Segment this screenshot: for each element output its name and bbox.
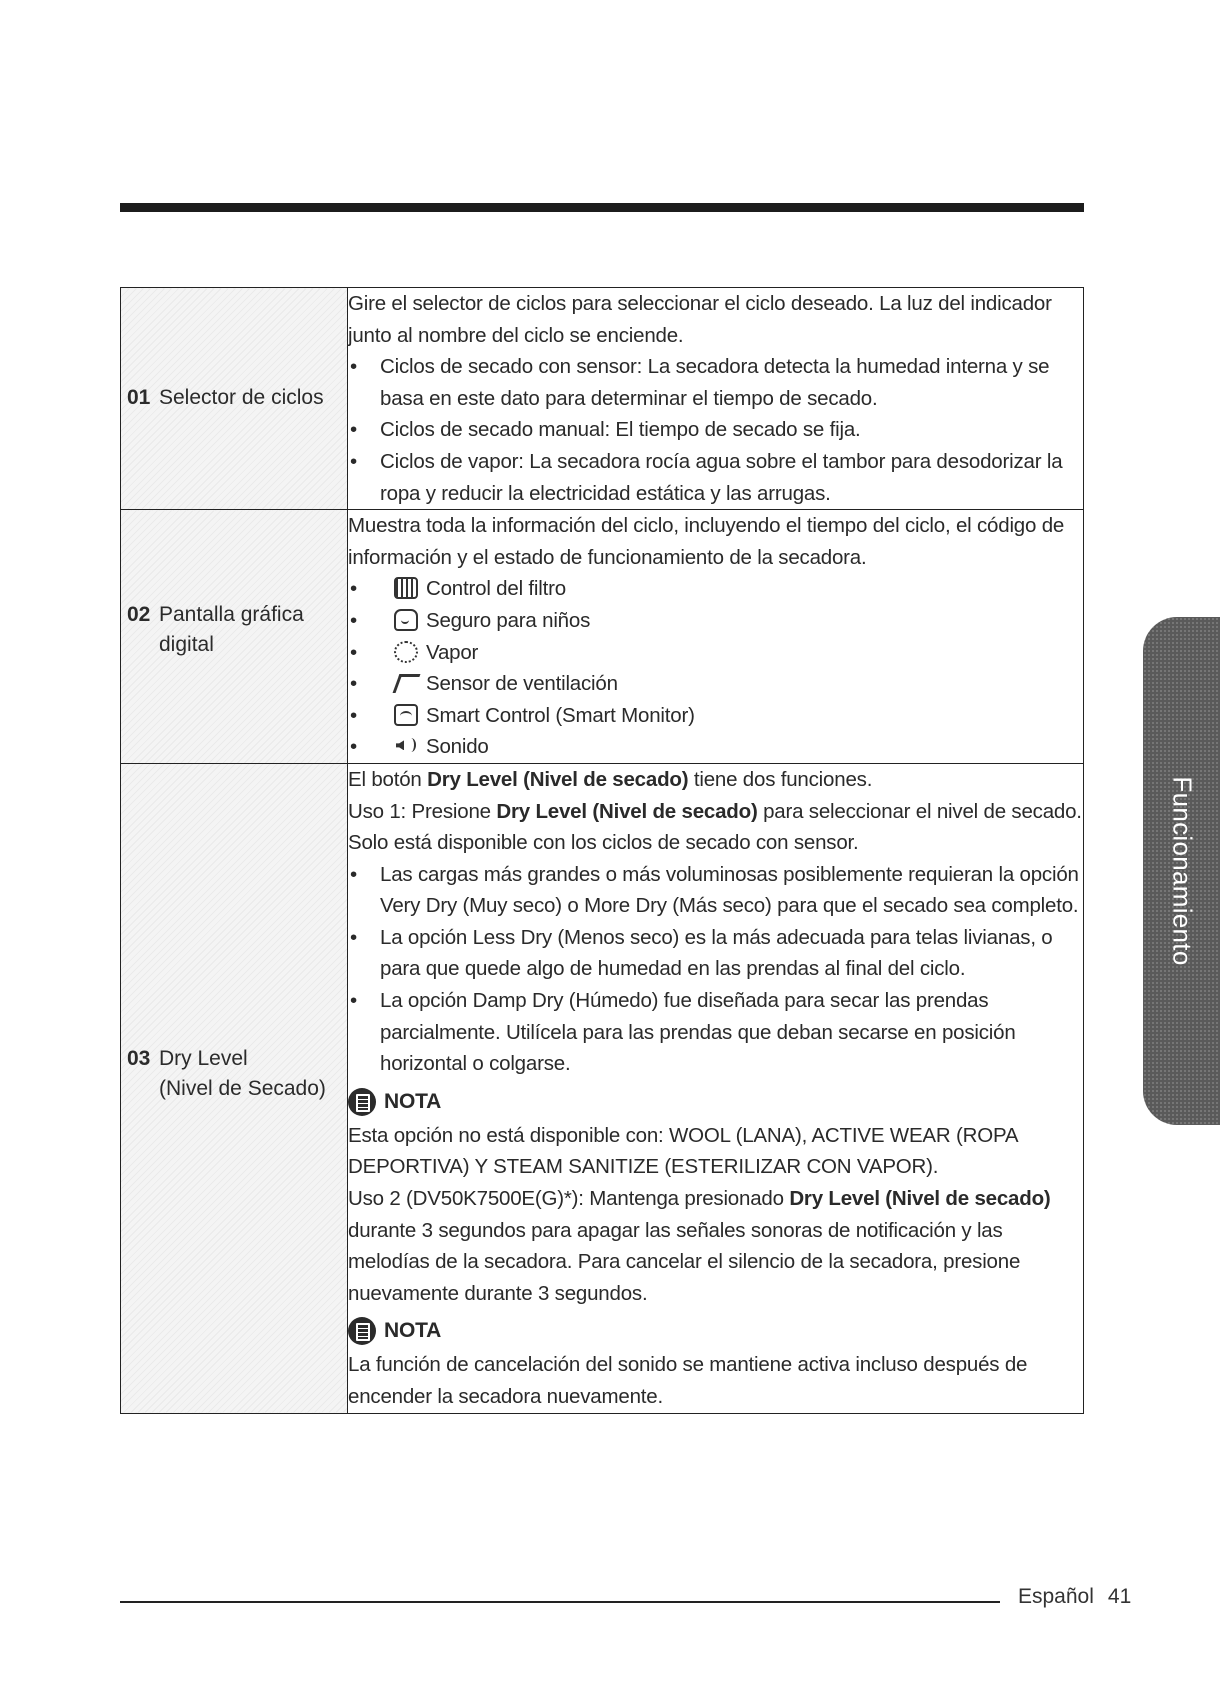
- text-run: Uso 1: Presione: [348, 799, 497, 823]
- filter-icon: [394, 577, 418, 599]
- list-item: • Ciclos de vapor: La secadora rocía agua sobre el tambor para desodorizar la ropa y reducir la electricidad estática y las arrugas.: [348, 446, 1083, 509]
- row-description: [348, 510, 1084, 764]
- item-text: Vapor: [426, 640, 479, 664]
- list-item: [348, 700, 1083, 732]
- vent-sensor-icon: [394, 672, 418, 694]
- note-icon: [348, 1317, 376, 1345]
- item-text: Control del filtro: [426, 577, 566, 601]
- text-run: durante 3 segundos para apagar las señales sonoras de notificación y las melodías de la secadora. Para cancelar el silencio de la secadora, presione nuevamente durante 3 segundos.: [348, 1218, 1021, 1305]
- list-item: [348, 573, 1083, 605]
- row-label: [121, 1044, 347, 1104]
- text-run: para seleccionar el nivel de secado. Solo está disponible con los ciclos de secado con sensor.: [348, 799, 1082, 855]
- section-tab-label: Funcionamiento: [1167, 776, 1197, 966]
- note-title: NOTA: [384, 1089, 442, 1113]
- bullet-list: [348, 859, 1083, 1080]
- bullet-list: [348, 573, 1083, 763]
- table-row: [121, 288, 1084, 510]
- row-label: [121, 383, 347, 413]
- bullet-list: [348, 351, 1083, 509]
- list-item: • La opción Less Dry (Menos seco) es la más adecuada para telas livianas, o para que quede algo de humedad en las prendas al final del ciclo.: [348, 922, 1083, 985]
- row-number: 02: [127, 603, 151, 627]
- text-run: El botón: [348, 767, 428, 791]
- list-item: • La opción Damp Dry (Húmedo) fue diseñada para secar las prendas parcialmente. Utilícela para las prendas que deban secarse en posición horizontal o colgarse.: [348, 985, 1083, 1080]
- paragraph: Muestra toda la información del ciclo, incluyendo el tiempo del ciclo, el código de información y el estado de funcionamiento de la secadora.: [348, 514, 1065, 569]
- note-text: La función de cancelación del sonido se mantiene activa incluso después de encender la secadora nuevamente.: [348, 1353, 1028, 1408]
- row-label-cell: [121, 510, 348, 764]
- item-text: Sensor de ventilación: [426, 672, 618, 696]
- item-text: Seguro para niños: [426, 608, 591, 632]
- paragraph: [348, 764, 1083, 796]
- row-description: [348, 763, 1084, 1413]
- button-name: Dry Level (Nivel de secado): [496, 799, 758, 823]
- smart-control-icon: [394, 704, 418, 726]
- row-title: Pantalla gráfica digital: [159, 603, 304, 657]
- note-icon: [348, 1088, 376, 1116]
- row-label: [121, 600, 347, 660]
- list-item: • Ciclos de secado con sensor: La secadora detecta la humedad interna y se basa en este dato para determinar el tiempo de secado.: [348, 351, 1083, 414]
- row-number: 01: [127, 386, 151, 409]
- note-text: Esta opción no está disponible con: WOOL (LANA), ACTIVE WEAR (ROPA DEPORTIVA) Y STEAM SANITIZE (ESTERILIZAR CON VAPOR).: [348, 1123, 1018, 1179]
- table-row: [121, 763, 1084, 1413]
- text-run: Uso 2 (DV50K7500E(G)*): Mantenga presionado: [348, 1187, 790, 1211]
- footer-language: Español: [1018, 1585, 1094, 1608]
- list-item: [348, 668, 1083, 700]
- item-text: Sonido: [426, 735, 489, 759]
- sound-icon: [394, 735, 418, 757]
- item-text: Smart Control (Smart Monitor): [426, 703, 695, 727]
- header-rule: [120, 203, 1084, 212]
- list-item: [348, 731, 1083, 763]
- list-item: [348, 605, 1083, 637]
- paragraph: Gire el selector de ciclos para seleccionar el ciclo deseado. La luz del indicador junto al nombre del ciclo se enciende.: [348, 292, 1052, 347]
- list-item: • Las cargas más grandes o más voluminosas posiblemente requieran la opción Very Dry (Muy seco) o More Dry (Más seco) para que el secado sea completo.: [348, 859, 1083, 922]
- row-description: [348, 288, 1084, 510]
- section-side-tab: [1143, 617, 1220, 1125]
- note-heading: [348, 1086, 1083, 1118]
- list-item: • Ciclos de secado manual: El tiempo de secado se fija.: [348, 414, 1083, 446]
- control-panel-table: [120, 287, 1084, 1414]
- text-run: tiene dos funciones.: [688, 767, 873, 791]
- row-label-cell: [121, 288, 348, 510]
- row-title: Dry Level (Nivel de Secado): [159, 1046, 326, 1100]
- child-lock-icon: [394, 609, 418, 631]
- row-number: 03: [127, 1046, 151, 1070]
- note-heading: [348, 1315, 1083, 1347]
- page-number: 41: [1107, 1585, 1132, 1608]
- button-name: Dry Level (Nivel de secado): [789, 1187, 1051, 1211]
- row-label-cell: [121, 763, 348, 1413]
- button-name: Dry Level (Nivel de secado): [427, 767, 689, 791]
- paragraph: [348, 796, 1083, 859]
- list-item: [348, 637, 1083, 669]
- footer-rule: [120, 1601, 1000, 1603]
- page-footer: [1018, 1585, 1131, 1609]
- row-title: Selector de ciclos: [159, 386, 324, 409]
- steam-icon: [394, 641, 418, 663]
- paragraph: [348, 1183, 1083, 1309]
- table-row: [121, 510, 1084, 764]
- note-title: NOTA: [384, 1319, 442, 1343]
